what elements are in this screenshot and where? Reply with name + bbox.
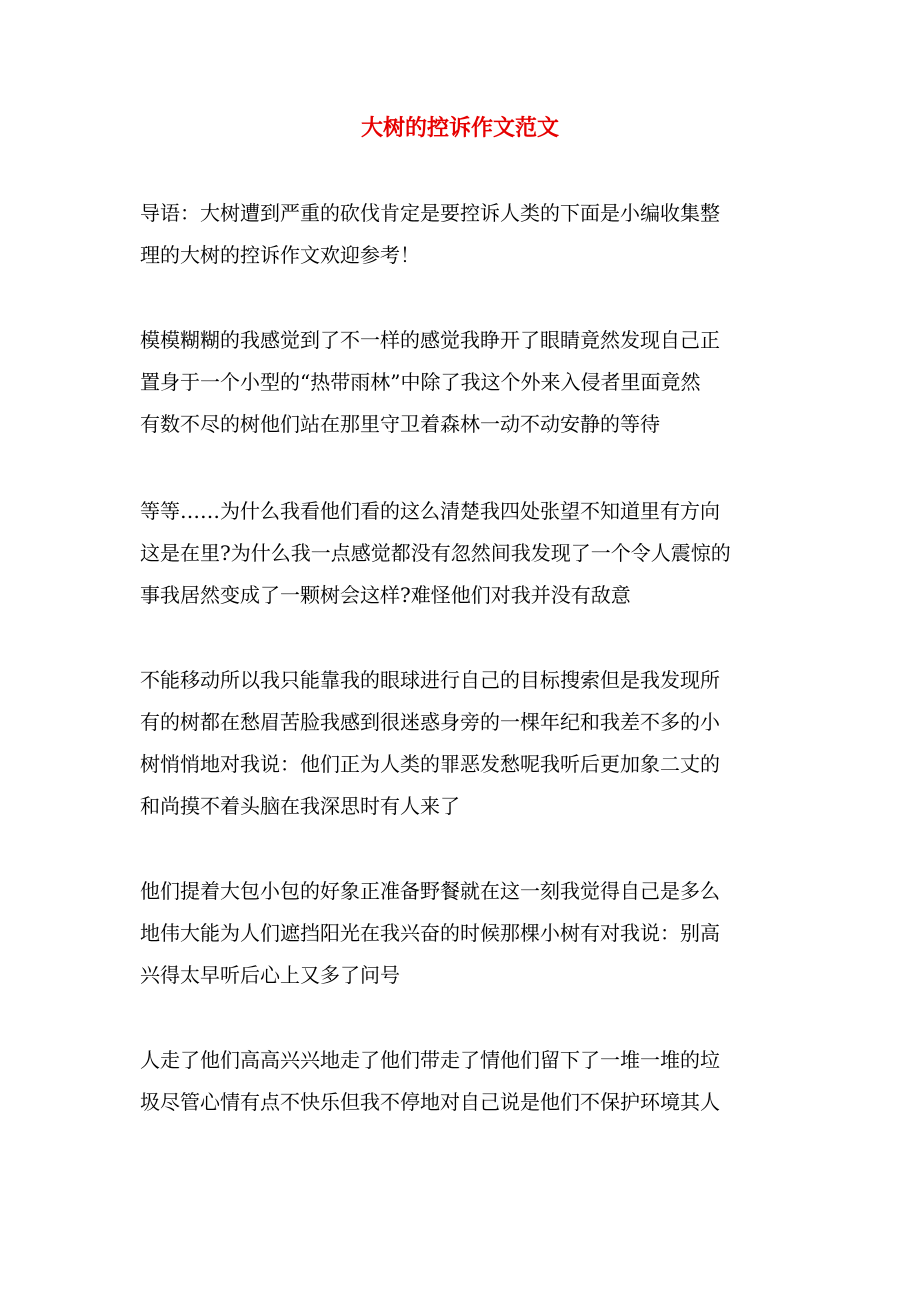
paragraph-line: 不能移动所以我只能靠我的眼球进行自己的目标搜索但是我发现所 xyxy=(140,668,720,692)
paragraph-3 xyxy=(140,490,785,616)
paragraph-line: 置身于一个小型的“热带雨林”中除了我这个外来入侵者里面竟然 xyxy=(140,370,701,394)
paragraph-line: 人走了他们高高兴兴地走了他们带走了情他们留下了一堆一堆的垃 xyxy=(140,1048,720,1072)
document-title: 大树的控诉作文范文 xyxy=(360,115,559,141)
paragraph-4 xyxy=(140,659,785,827)
paragraph-6 xyxy=(140,1039,785,1123)
paragraph-line: 理的大树的控诉作文欢迎参考！ xyxy=(140,243,420,267)
paragraph-line: 导语：大树遭到严重的砍伐肯定是要控诉人类的下面是小编收集整 xyxy=(140,201,720,225)
paragraph-5 xyxy=(140,870,785,996)
paragraph-line: 等等……为什么我看他们看的这么清楚我四处张望不知道里有方向 xyxy=(140,499,720,523)
paragraph-2 xyxy=(140,319,785,445)
paragraph-line: 他们提着大包小包的好象正准备野餐就在这一刻我觉得自己是多么 xyxy=(140,879,720,903)
paragraph-line: 圾尽管心情有点不快乐但我不停地对自己说是他们不保护环境其人 xyxy=(140,1090,720,1114)
paragraph-line: 地伟大能为人们遮挡阳光在我兴奋的时候那棵小树有对我说：别高 xyxy=(140,921,720,945)
paragraph-line: 模模糊糊的我感觉到了不一样的感觉我睁开了眼睛竟然发现自己正 xyxy=(140,328,720,352)
paragraph-line: 兴得太早听后心上又多了问号 xyxy=(140,963,400,987)
paragraph-line: 树悄悄地对我说：他们正为人类的罪恶发愁呢我听后更加象二丈的 xyxy=(140,752,720,776)
paragraph-line: 有的树都在愁眉苦脸我感到很迷惑身旁的一棵年纪和我差不多的小 xyxy=(140,710,720,734)
paragraph-line: 有数不尽的树他们站在那里守卫着森林一动不动安静的等待 xyxy=(140,412,660,436)
paragraph-line: 这是在里?为什么我一点感觉都没有忽然间我发现了一个令人震惊的 xyxy=(140,541,731,565)
paragraph-line: 事我居然变成了一颗树会这样?难怪他们对我并没有敌意 xyxy=(140,583,631,607)
paragraph-line: 和尚摸不着头脑在我深思时有人来了 xyxy=(140,794,460,818)
paragraph-intro xyxy=(140,192,785,276)
